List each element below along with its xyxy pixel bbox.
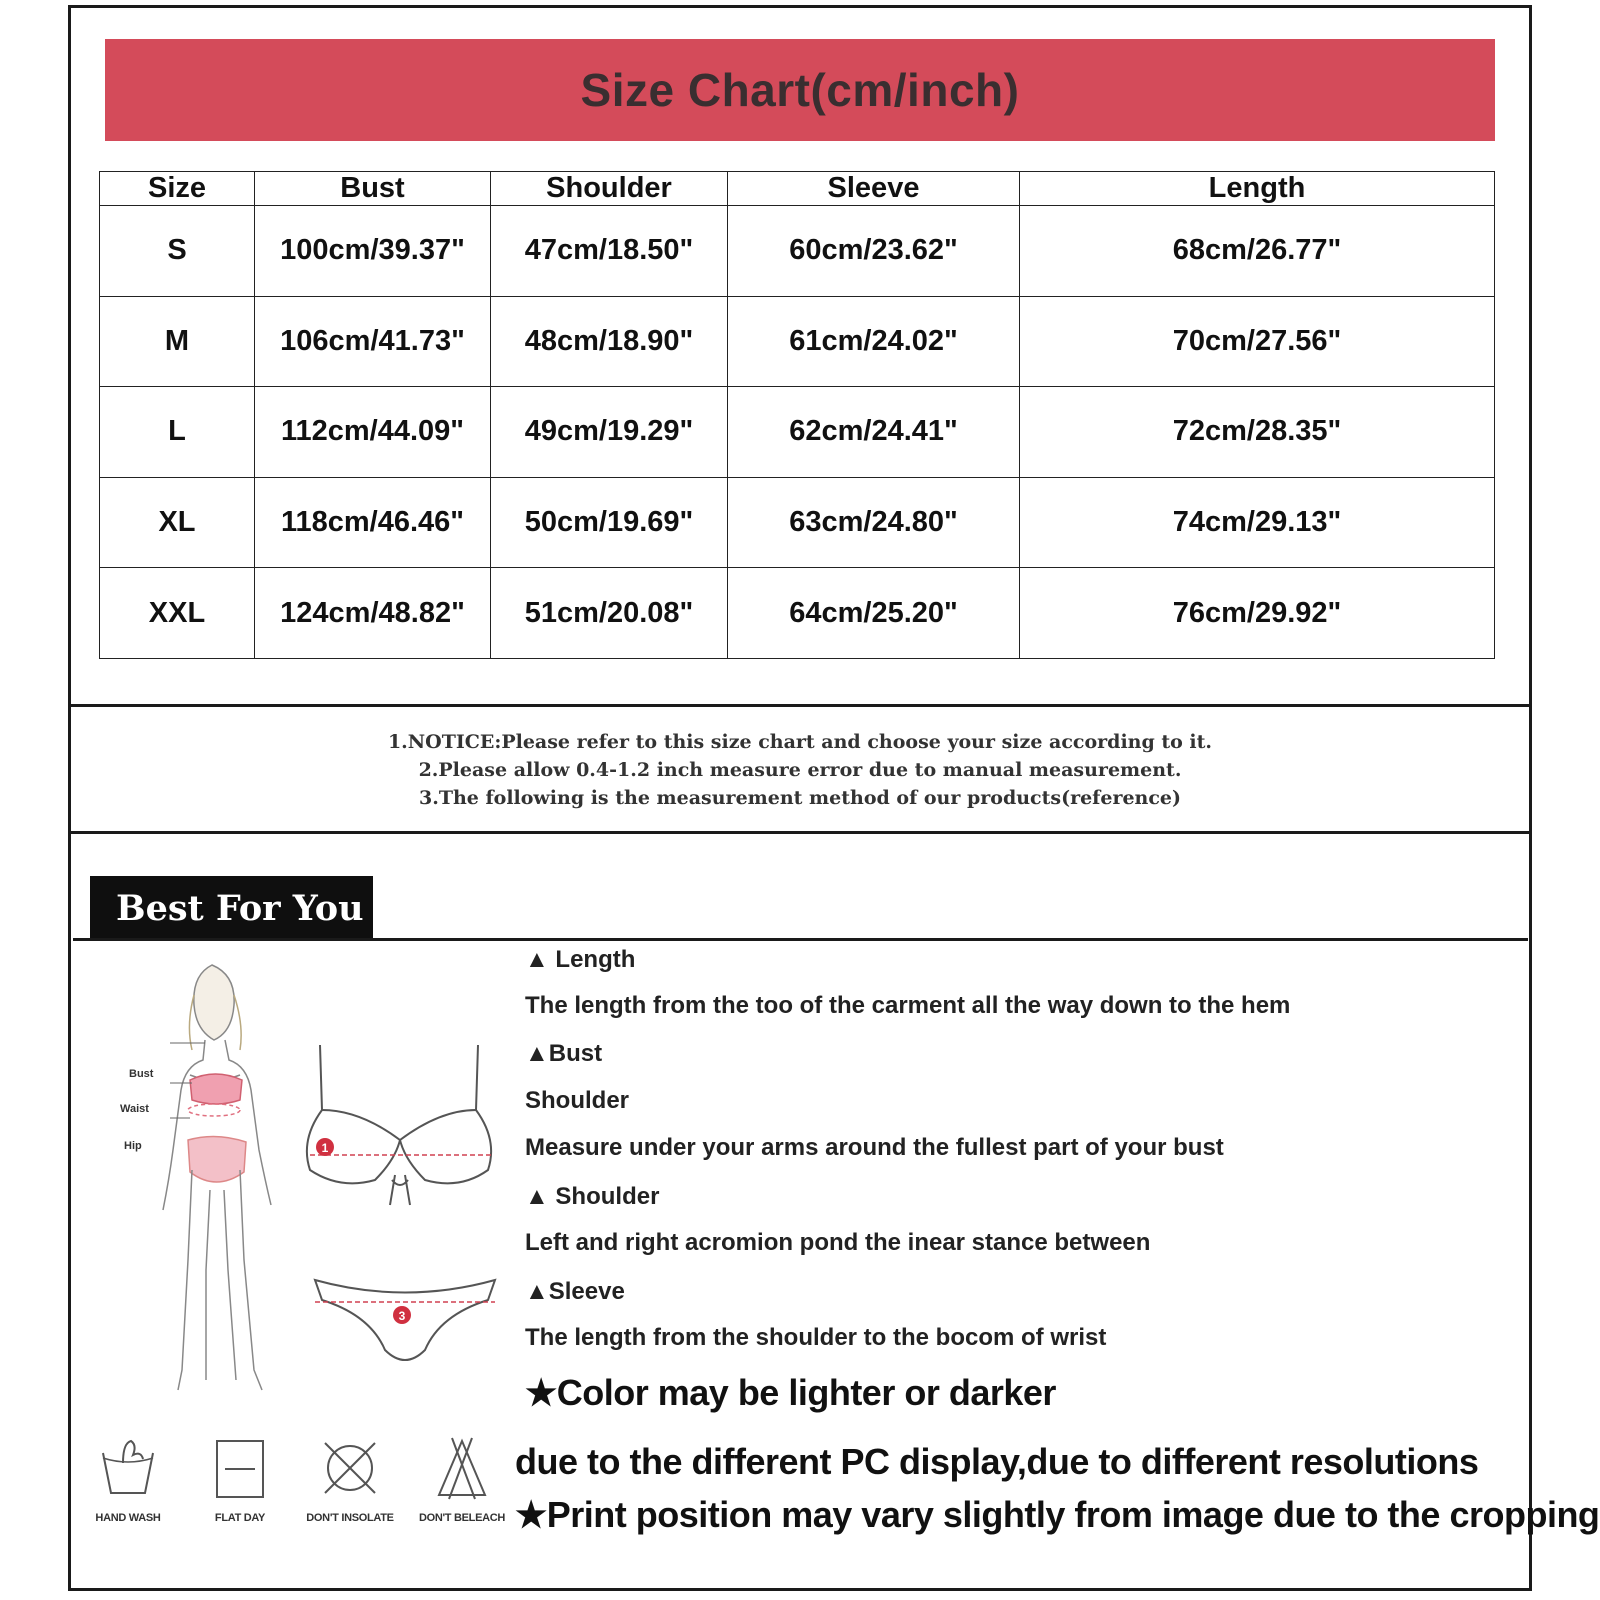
tab-underline: [73, 938, 1528, 941]
section-divider: [68, 704, 1532, 707]
cell-sleeve: 62cm/24.41": [728, 387, 1020, 478]
care-dont-insolate: DON'T INSOLATE: [300, 1433, 400, 1524]
page-title: Size Chart(cm/inch): [580, 64, 1020, 116]
cell-bust: 106cm/41.73": [255, 296, 491, 387]
header-length: Length: [1020, 172, 1495, 206]
header-size: Size: [100, 172, 255, 206]
care-dont-bleach: DON'T BELEACH: [412, 1433, 512, 1524]
bra-illustration: [300, 1040, 500, 1220]
cell-shoulder: 48cm/18.90": [491, 296, 728, 387]
sleeve-heading: ▲Sleeve: [525, 1278, 625, 1305]
cell-length: 72cm/28.35": [1020, 387, 1495, 478]
bust-text: Measure under your arms around the fullest part of your bust: [525, 1134, 1224, 1161]
cell-length: 68cm/26.77": [1020, 206, 1495, 297]
svg-text:1: 1: [321, 1141, 329, 1155]
header-bust: Bust: [255, 172, 491, 206]
figure-label-bust: Bust: [129, 1068, 154, 1080]
table-row: [100, 387, 1495, 478]
care-hand-wash: HAND WASH: [78, 1433, 178, 1524]
cell-sleeve: 64cm/25.20": [728, 568, 1020, 659]
notice-block: [70, 728, 1530, 812]
cell-size: L: [100, 387, 255, 478]
flat-dry-icon: [205, 1433, 275, 1503]
print-note: ★Print position may vary slightly from image due to the cropping: [515, 1494, 1600, 1535]
dont-bleach-icon: [427, 1433, 497, 1503]
panty-illustration: [310, 1275, 500, 1375]
cell-shoulder: 49cm/19.29": [491, 387, 728, 478]
svg-text:3: 3: [398, 1309, 406, 1323]
table-row: [100, 477, 1495, 568]
cell-length: 70cm/27.56": [1020, 296, 1495, 387]
cell-bust: 124cm/48.82": [255, 568, 491, 659]
header-shoulder: Shoulder: [491, 172, 728, 206]
sleeve-text: The length from the shoulder to the bocom of wrist: [525, 1324, 1107, 1351]
table-row: [100, 296, 1495, 387]
bust-heading: ▲Bust: [525, 1040, 603, 1067]
section-divider: [68, 831, 1532, 834]
table-row: [100, 568, 1495, 659]
display-note: due to the different PC display,due to different resolutions: [515, 1441, 1479, 1482]
best-for-you-tab: [90, 876, 373, 940]
shoulder-heading: ▲ Shoulder: [525, 1183, 660, 1210]
notice-line: 1.NOTICE:Please refer to this size chart and choose your size according to it.: [387, 731, 1213, 753]
cell-size: M: [100, 296, 255, 387]
color-note: ★Color may be lighter or darker: [525, 1372, 1056, 1413]
length-text: The length from the too of the carment all the way down to the hem: [525, 992, 1291, 1019]
table-row: [100, 206, 1495, 297]
cell-bust: 118cm/46.46": [255, 477, 491, 568]
cell-size: XXL: [100, 568, 255, 659]
dont-insolate-icon: [315, 1433, 385, 1503]
care-flat-dry: FLAT DAY: [190, 1433, 290, 1524]
shoulder-text: Left and right acromion pond the inear stance between: [525, 1229, 1151, 1256]
cell-sleeve: 60cm/23.62": [728, 206, 1020, 297]
figure-label-hip: Hip: [124, 1140, 142, 1152]
woman-figure-illustration: [150, 955, 310, 1415]
cell-shoulder: 47cm/18.50": [491, 206, 728, 297]
title-banner: [105, 39, 1495, 141]
length-heading: ▲ Length: [525, 946, 636, 973]
best-for-you-label: Best For You: [116, 887, 364, 929]
cell-sleeve: 61cm/24.02": [728, 296, 1020, 387]
bust-subheading: Shoulder: [525, 1087, 630, 1114]
cell-length: 74cm/29.13": [1020, 477, 1495, 568]
cell-sleeve: 63cm/24.80": [728, 477, 1020, 568]
cell-shoulder: 50cm/19.69": [491, 477, 728, 568]
cell-shoulder: 51cm/20.08": [491, 568, 728, 659]
table-header-row: [100, 172, 1495, 206]
header-sleeve: Sleeve: [728, 172, 1020, 206]
cell-size: XL: [100, 477, 255, 568]
hand-wash-icon: [93, 1433, 163, 1503]
cell-bust: 112cm/44.09": [255, 387, 491, 478]
cell-size: S: [100, 206, 255, 297]
notice-line: 2.Please allow 0.4-1.2 inch measure error due to manual measurement.: [418, 759, 1182, 781]
size-chart-table: [99, 171, 1495, 659]
cell-length: 76cm/29.92": [1020, 568, 1495, 659]
cell-bust: 100cm/39.37": [255, 206, 491, 297]
notice-line: 3.The following is the measurement method of our products(reference): [418, 787, 1181, 809]
figure-label-waist: Waist: [120, 1103, 149, 1115]
